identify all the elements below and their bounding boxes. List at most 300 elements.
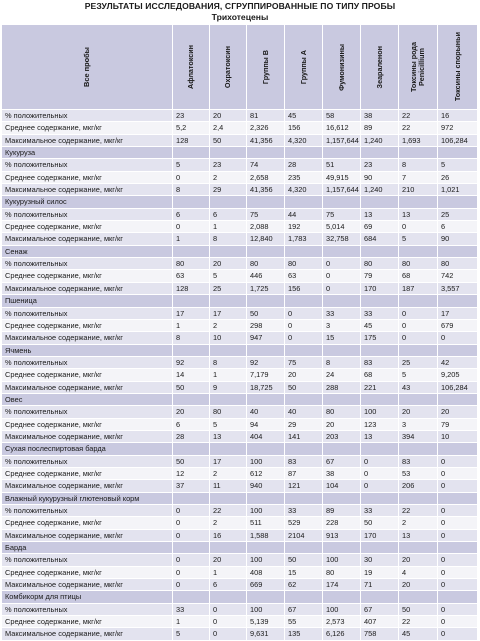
value-cell: 20 xyxy=(210,110,247,122)
value-cell: 80 xyxy=(285,258,323,270)
value-cell: 3 xyxy=(399,419,438,431)
value-cell: 156 xyxy=(285,283,323,295)
row-label: % положительных xyxy=(2,308,173,320)
group-label: Овес xyxy=(2,394,173,406)
value-cell: 106,284 xyxy=(438,382,478,394)
group-empty-cell xyxy=(247,493,285,505)
value-cell: 20 xyxy=(438,406,478,418)
row-label: Среднее содержание, мкг/кг xyxy=(2,320,173,332)
value-cell: 288 xyxy=(323,382,361,394)
value-cell: 742 xyxy=(438,270,478,282)
value-cell: 50 xyxy=(285,382,323,394)
value-cell: 1 xyxy=(210,567,247,579)
group-empty-cell xyxy=(361,246,399,258)
group-row xyxy=(2,493,478,505)
value-cell: 20 xyxy=(210,258,247,270)
value-cell: 90 xyxy=(361,172,399,184)
row-label: % положительных xyxy=(2,505,173,517)
value-cell: 0 xyxy=(438,604,478,616)
row-label: Среднее содержание, мкг/кг xyxy=(2,567,173,579)
group-row xyxy=(2,295,478,307)
group-empty-cell xyxy=(438,295,478,307)
value-cell: 9,205 xyxy=(438,369,478,381)
group-empty-cell xyxy=(399,493,438,505)
group-row xyxy=(2,196,478,208)
row-label: % положительных xyxy=(2,604,173,616)
group-empty-cell xyxy=(173,196,210,208)
table-row xyxy=(2,209,478,221)
value-cell: 0 xyxy=(285,332,323,344)
value-cell: 33 xyxy=(361,308,399,320)
value-cell: 75 xyxy=(247,209,285,221)
value-cell: 18,725 xyxy=(247,382,285,394)
value-cell: 83 xyxy=(399,456,438,468)
value-cell: 28 xyxy=(173,431,210,443)
table-row xyxy=(2,258,478,270)
value-cell: 408 xyxy=(247,567,285,579)
value-cell: 940 xyxy=(247,480,285,492)
value-cell: 62 xyxy=(285,579,323,591)
table-row xyxy=(2,184,478,196)
value-cell: 228 xyxy=(323,517,361,529)
value-cell: 446 xyxy=(247,270,285,282)
row-label: % положительных xyxy=(2,159,173,171)
value-cell: 6 xyxy=(173,209,210,221)
group-empty-cell xyxy=(438,147,478,159)
value-cell: 1 xyxy=(173,233,210,245)
value-cell: 22 xyxy=(399,616,438,628)
group-label: Комбикорм для птицы xyxy=(2,591,173,603)
group-label: Сенаж xyxy=(2,246,173,258)
group-empty-cell xyxy=(438,542,478,554)
table-row xyxy=(2,122,478,134)
value-cell: 17 xyxy=(438,308,478,320)
table-row xyxy=(2,283,478,295)
value-cell: 20 xyxy=(399,406,438,418)
table-row xyxy=(2,468,478,480)
value-cell: 50 xyxy=(173,382,210,394)
value-cell: 17 xyxy=(210,456,247,468)
group-empty-cell xyxy=(173,345,210,357)
group-empty-cell xyxy=(361,147,399,159)
value-cell: 22 xyxy=(399,110,438,122)
value-cell: 80 xyxy=(210,406,247,418)
value-cell: 8 xyxy=(173,184,210,196)
value-cell: 2,658 xyxy=(247,172,285,184)
group-empty-cell xyxy=(399,394,438,406)
value-cell: 0 xyxy=(438,567,478,579)
value-cell: 23 xyxy=(173,110,210,122)
value-cell: 87 xyxy=(285,468,323,480)
value-cell: 5 xyxy=(399,233,438,245)
group-row xyxy=(2,542,478,554)
value-cell: 75 xyxy=(323,209,361,221)
table-row xyxy=(2,517,478,529)
value-cell: 0 xyxy=(361,468,399,480)
row-label: % положительных xyxy=(2,456,173,468)
group-empty-cell xyxy=(323,345,361,357)
row-label: Максимальное содержание, мкг/кг xyxy=(2,431,173,443)
value-cell: 41,356 xyxy=(247,135,285,147)
value-cell: 38 xyxy=(361,110,399,122)
column-header-ochratoxin: Охратоксин xyxy=(210,25,247,110)
value-cell: 6,126 xyxy=(323,628,361,640)
value-cell: 41,356 xyxy=(247,184,285,196)
group-empty-cell xyxy=(210,196,247,208)
column-header-zearalenone: Зеараленон xyxy=(361,25,399,110)
value-cell: 13 xyxy=(399,209,438,221)
value-cell: 8 xyxy=(323,357,361,369)
value-cell: 5 xyxy=(210,419,247,431)
group-empty-cell xyxy=(210,246,247,258)
value-cell: 0 xyxy=(438,332,478,344)
value-cell: 94 xyxy=(247,419,285,431)
value-cell: 913 xyxy=(323,530,361,542)
value-cell: 100 xyxy=(361,406,399,418)
value-cell: 13 xyxy=(399,530,438,542)
value-cell: 67 xyxy=(323,456,361,468)
value-cell: 75 xyxy=(285,357,323,369)
value-cell: 23 xyxy=(361,159,399,171)
value-cell: 29 xyxy=(210,184,247,196)
group-empty-cell xyxy=(438,394,478,406)
value-cell: 170 xyxy=(361,283,399,295)
table-row xyxy=(2,505,478,517)
value-cell: 55 xyxy=(285,616,323,628)
table-row xyxy=(2,406,478,418)
value-cell: 26 xyxy=(438,172,478,184)
value-cell: 0 xyxy=(438,628,478,640)
value-cell: 0 xyxy=(438,554,478,566)
value-cell: 0 xyxy=(438,480,478,492)
table-body xyxy=(2,110,478,641)
value-cell: 0 xyxy=(438,616,478,628)
value-cell: 0 xyxy=(438,517,478,529)
row-label: Среднее содержание, мкг/кг xyxy=(2,419,173,431)
header-row xyxy=(2,25,478,110)
value-cell: 89 xyxy=(361,122,399,134)
value-cell: 8 xyxy=(210,233,247,245)
value-cell: 0 xyxy=(173,579,210,591)
value-cell: 45 xyxy=(285,110,323,122)
results-table xyxy=(2,25,478,641)
value-cell: 7 xyxy=(399,172,438,184)
group-row xyxy=(2,246,478,258)
value-cell: 2,4 xyxy=(210,122,247,134)
value-cell: 187 xyxy=(399,283,438,295)
value-cell: 206 xyxy=(399,480,438,492)
value-cell: 0 xyxy=(399,308,438,320)
value-cell: 0 xyxy=(285,308,323,320)
value-cell: 0 xyxy=(438,505,478,517)
value-cell: 6 xyxy=(173,419,210,431)
group-empty-cell xyxy=(285,591,323,603)
group-empty-cell xyxy=(399,345,438,357)
value-cell: 1 xyxy=(210,221,247,233)
value-cell: 30 xyxy=(361,554,399,566)
value-cell: 40 xyxy=(247,406,285,418)
table-row xyxy=(2,332,478,344)
value-cell: 16 xyxy=(210,530,247,542)
value-cell: 1,693 xyxy=(399,135,438,147)
table-row xyxy=(2,159,478,171)
value-cell: 7,179 xyxy=(247,369,285,381)
value-cell: 22 xyxy=(399,122,438,134)
value-cell: 5 xyxy=(173,159,210,171)
group-row xyxy=(2,443,478,455)
group-empty-cell xyxy=(361,196,399,208)
value-cell: 100 xyxy=(323,604,361,616)
value-cell: 89 xyxy=(323,505,361,517)
row-label: Среднее содержание, мкг/кг xyxy=(2,221,173,233)
value-cell: 0 xyxy=(438,456,478,468)
value-cell: 38 xyxy=(323,468,361,480)
group-empty-cell xyxy=(173,147,210,159)
group-empty-cell xyxy=(247,443,285,455)
row-label: Среднее содержание, мкг/кг xyxy=(2,270,173,282)
group-empty-cell xyxy=(173,591,210,603)
value-cell: 175 xyxy=(361,332,399,344)
value-cell: 17 xyxy=(173,308,210,320)
table-row xyxy=(2,135,478,147)
group-empty-cell xyxy=(247,147,285,159)
value-cell: 5,2 xyxy=(173,122,210,134)
value-cell: 22 xyxy=(399,505,438,517)
group-row xyxy=(2,345,478,357)
value-cell: 63 xyxy=(173,270,210,282)
value-cell: 20 xyxy=(399,554,438,566)
value-cell: 5,014 xyxy=(323,221,361,233)
value-cell: 33 xyxy=(285,505,323,517)
group-empty-cell xyxy=(210,443,247,455)
value-cell: 40 xyxy=(285,406,323,418)
group-label: Сухая послеспиртовая барда xyxy=(2,443,173,455)
row-header-label: Все пробы xyxy=(82,47,91,87)
value-cell: 298 xyxy=(247,320,285,332)
group-empty-cell xyxy=(399,147,438,159)
value-cell: 684 xyxy=(361,233,399,245)
value-cell: 1,157,644 xyxy=(323,184,361,196)
group-empty-cell xyxy=(361,295,399,307)
group-empty-cell xyxy=(438,443,478,455)
value-cell: 0 xyxy=(361,480,399,492)
row-label: Максимальное содержание, мкг/кг xyxy=(2,530,173,542)
value-cell: 1,157,644 xyxy=(323,135,361,147)
table-row xyxy=(2,616,478,628)
value-cell: 53 xyxy=(399,468,438,480)
table-row xyxy=(2,233,478,245)
row-label: % положительных xyxy=(2,554,173,566)
group-empty-cell xyxy=(285,295,323,307)
table-row xyxy=(2,308,478,320)
value-cell: 100 xyxy=(247,554,285,566)
group-empty-cell xyxy=(247,345,285,357)
value-cell: 90 xyxy=(438,233,478,245)
row-label: Максимальное содержание, мкг/кг xyxy=(2,382,173,394)
group-empty-cell xyxy=(173,295,210,307)
column-header-aflatoxin: Афлатоксин xyxy=(173,25,210,110)
row-label: % положительных xyxy=(2,406,173,418)
value-cell: 10 xyxy=(438,431,478,443)
group-empty-cell xyxy=(210,591,247,603)
row-label: Среднее содержание, мкг/кг xyxy=(2,172,173,184)
row-label: Максимальное содержание, мкг/кг xyxy=(2,480,173,492)
row-label: % положительных xyxy=(2,258,173,270)
group-label: Кукурузный силос xyxy=(2,196,173,208)
value-cell: 758 xyxy=(361,628,399,640)
value-cell: 9 xyxy=(210,382,247,394)
group-label: Ячмень xyxy=(2,345,173,357)
row-label: Среднее содержание, мкг/кг xyxy=(2,369,173,381)
group-row xyxy=(2,394,478,406)
value-cell: 0 xyxy=(323,283,361,295)
table-row xyxy=(2,554,478,566)
value-cell: 2 xyxy=(210,320,247,332)
group-empty-cell xyxy=(438,591,478,603)
value-cell: 0 xyxy=(173,554,210,566)
value-cell: 43 xyxy=(399,382,438,394)
group-empty-cell xyxy=(399,196,438,208)
table-row xyxy=(2,320,478,332)
value-cell: 192 xyxy=(285,221,323,233)
value-cell: 511 xyxy=(247,517,285,529)
value-cell: 23 xyxy=(210,159,247,171)
table-row xyxy=(2,530,478,542)
value-cell: 14 xyxy=(173,369,210,381)
value-cell: 100 xyxy=(247,456,285,468)
value-cell: 50 xyxy=(361,517,399,529)
value-cell: 79 xyxy=(438,419,478,431)
value-cell: 104 xyxy=(323,480,361,492)
value-cell: 4 xyxy=(399,567,438,579)
value-cell: 44 xyxy=(285,209,323,221)
value-cell: 25 xyxy=(438,209,478,221)
value-cell: 2,573 xyxy=(323,616,361,628)
group-empty-cell xyxy=(361,591,399,603)
group-label: Пшеница xyxy=(2,295,173,307)
value-cell: 0 xyxy=(361,456,399,468)
value-cell: 10 xyxy=(210,332,247,344)
value-cell: 80 xyxy=(247,258,285,270)
value-cell: 0 xyxy=(438,579,478,591)
value-cell: 2 xyxy=(210,468,247,480)
table-row xyxy=(2,579,478,591)
group-empty-cell xyxy=(438,345,478,357)
table-row xyxy=(2,382,478,394)
group-empty-cell xyxy=(323,295,361,307)
group-empty-cell xyxy=(285,345,323,357)
group-empty-cell xyxy=(361,345,399,357)
value-cell: 669 xyxy=(247,579,285,591)
value-cell: 1,783 xyxy=(285,233,323,245)
value-cell: 0 xyxy=(173,221,210,233)
value-cell: 0 xyxy=(438,530,478,542)
value-cell: 394 xyxy=(399,431,438,443)
value-cell: 80 xyxy=(173,258,210,270)
group-empty-cell xyxy=(323,591,361,603)
value-cell: 80 xyxy=(323,567,361,579)
table-row xyxy=(2,172,478,184)
value-cell: 69 xyxy=(361,221,399,233)
value-cell: 33 xyxy=(323,308,361,320)
value-cell: 50 xyxy=(247,308,285,320)
value-cell: 6 xyxy=(438,221,478,233)
value-cell: 8 xyxy=(210,357,247,369)
table-row xyxy=(2,270,478,282)
value-cell: 174 xyxy=(323,579,361,591)
group-empty-cell xyxy=(323,542,361,554)
value-cell: 83 xyxy=(285,456,323,468)
value-cell: 2,088 xyxy=(247,221,285,233)
page-subtitle: Трихотецены xyxy=(211,12,269,22)
group-empty-cell xyxy=(285,246,323,258)
value-cell: 1,588 xyxy=(247,530,285,542)
value-cell: 20 xyxy=(173,406,210,418)
value-cell: 13 xyxy=(210,431,247,443)
group-empty-cell xyxy=(399,542,438,554)
table-row xyxy=(2,221,478,233)
value-cell: 13 xyxy=(361,431,399,443)
group-label: Барда xyxy=(2,542,173,554)
value-cell: 1,240 xyxy=(361,184,399,196)
table-row xyxy=(2,357,478,369)
group-empty-cell xyxy=(323,196,361,208)
value-cell: 50 xyxy=(210,135,247,147)
value-cell: 68 xyxy=(361,369,399,381)
group-empty-cell xyxy=(247,246,285,258)
group-empty-cell xyxy=(438,493,478,505)
group-row xyxy=(2,591,478,603)
value-cell: 8 xyxy=(173,332,210,344)
value-cell: 1,240 xyxy=(361,135,399,147)
value-cell: 6 xyxy=(210,209,247,221)
group-empty-cell xyxy=(210,345,247,357)
value-cell: 5 xyxy=(210,270,247,282)
value-cell: 67 xyxy=(361,604,399,616)
group-empty-cell xyxy=(361,493,399,505)
column-header-penicillium: Токсины рода Penicillium xyxy=(399,25,438,110)
value-cell: 19 xyxy=(361,567,399,579)
row-label: Максимальное содержание, мкг/кг xyxy=(2,135,173,147)
value-cell: 123 xyxy=(361,419,399,431)
value-cell: 16,612 xyxy=(323,122,361,134)
value-cell: 24 xyxy=(323,369,361,381)
group-empty-cell xyxy=(323,394,361,406)
value-cell: 80 xyxy=(399,258,438,270)
value-cell: 13 xyxy=(361,209,399,221)
value-cell: 68 xyxy=(399,270,438,282)
value-cell: 1 xyxy=(173,616,210,628)
value-cell: 63 xyxy=(285,270,323,282)
value-cell: 37 xyxy=(173,480,210,492)
group-empty-cell xyxy=(361,443,399,455)
value-cell: 3,557 xyxy=(438,283,478,295)
value-cell: 80 xyxy=(361,258,399,270)
row-label: Среднее содержание, мкг/кг xyxy=(2,122,173,134)
group-label: Влажный кукурузный глютеновый корм xyxy=(2,493,173,505)
value-cell: 8 xyxy=(399,159,438,171)
group-empty-cell xyxy=(438,196,478,208)
group-empty-cell xyxy=(285,147,323,159)
value-cell: 29 xyxy=(285,419,323,431)
row-label: Среднее содержание, мкг/кг xyxy=(2,616,173,628)
value-cell: 42 xyxy=(438,357,478,369)
value-cell: 9,631 xyxy=(247,628,285,640)
value-cell: 972 xyxy=(438,122,478,134)
group-empty-cell xyxy=(399,591,438,603)
value-cell: 947 xyxy=(247,332,285,344)
value-cell: 2 xyxy=(210,172,247,184)
